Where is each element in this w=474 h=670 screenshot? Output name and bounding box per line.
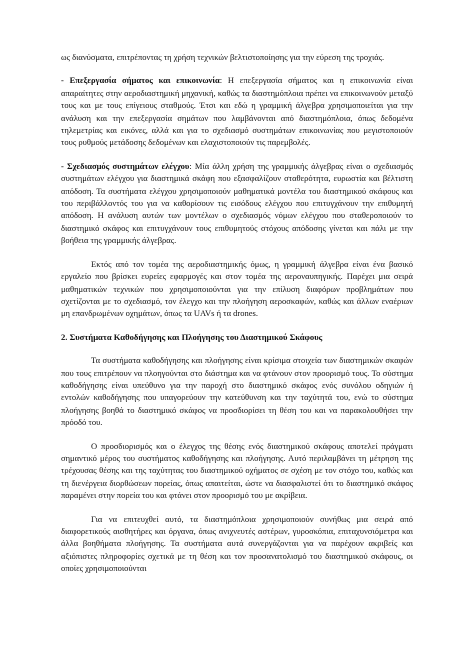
paragraph-guidance-navigation — [61, 354, 413, 428]
section-heading — [61, 331, 413, 343]
paragraph-continuation — [61, 51, 413, 63]
paragraph-text: Για να επιτευχθεί αυτό, τα διαστημόπλοια χρησιμοποιούν συνήθως μια σειρά από διαφορετικούς αισθητήρες και όργανα, όπως ανιχνευτές αστέρων, γυροσκόπια, επιταχυνσιόμετρα και άλλα βοηθήματα πλοήγησης. Τα συστήματα αυτά συνεργάζονται για να παρέχουν ακριβείς και αξιόπιστες πληροφορίες σχετικά με τη θέση και τον προσανατολισμό του διαστημικού σκάφους, οι οποίες χρησιμοποιούνται — [61, 513, 413, 574]
paragraph-lead-term: - Επεξεργασία σήματος και επικοινωνία — [61, 75, 220, 86]
paragraph-text: Τα συστήματα καθοδήγησης και πλοήγησης είναι κρίσιμα στοιχεία των διαστημικών σκαφών που τους επιτρέπουν να πλοηγούνται στο διάστημα και να φτάνουν στον προορισμό τους. Το σύστημα καθοδήγησης είναι υπεύθυνο για την παροχή στο διαστημικό σκάφος ενός συνόλου οδηγιών ή εντολών καθοδήγησης που υπαγορεύουν την κατεύθυνση και την ταχύτητά του, ενώ το σύστημα πλοήγησης βοηθά το διαστημικό σκάφος να προσδιορίσει τη θέση του και να παρακολουθήσει την πρόοδό του. — [61, 355, 413, 428]
document-body — [61, 51, 413, 586]
paragraph-sensors — [61, 513, 413, 575]
paragraph-text: Ο προσδιορισμός και ο έλεγχος της θέσης ενός διαστημικού σκάφους αποτελεί πράγματι σημαντικό μέρος του συστήματος καθοδήγησης και πλοήγησης. Αυτό περιλαμβάνει τη μέτρηση της τρέχουσας θέσης και της ταχύτητας του διαστημικού οχήματος σε σχέση με τον στόχο του, καθώς και τη διενέργεια διορθώσεων πορείας, όπως απαιτείται, ώστε να διασφαλιστεί ότι το διαστημικό σκάφος παραμένει στην πορεία του και φτάνει στον προορισμό του με ακρίβεια. — [61, 440, 413, 501]
paragraph-aeronautics — [61, 258, 413, 320]
paragraph-text: : Μία άλλη χρήση της γραμμικής άλγεβρας είναι ο σχεδιασμός συστημάτων ελέγχου για διαστημικά σκάφη που εξασφαλίζουν σταθερότητα, ευρωστία και βέλτιστη απόδοση. Τα συστήματα ελέγχου χρησιμοποιούν μαθηματικά μοντέλα του διαστημικού σκάφους και του περιβάλλοντός του για να καθορίσουν τις εισόδους ελέγχου που επιτυγχάνουν την επιθυμητή απόδοση. Η ανάλυση αυτών των μοντέλων ο σχεδιασμός νόμων ελέγχου που σταθεροποιούν το διαστημικό σκάφος και επιτυγχάνουν τους επιθυμητούς στόχους απόδοσης γίνεται και πάλι με την βοήθεια της γραμμικής άλγεβρας. — [61, 160, 413, 246]
paragraph-position-control — [61, 440, 413, 502]
paragraph-lead-term: - Σχεδιασμός συστημάτων ελέγχου — [61, 160, 190, 171]
paragraph-control-design — [61, 160, 413, 247]
paragraph-text: Εκτός από τον τομέα της αεροδιαστημικής όμως, η γραμμική άλγεβρα είναι ένα βασικό εργαλείο που βρίσκει ευρείες εφαρμογές και στον τομέα της αεροναυπηγικής. Παρέχει μια σειρά μαθηματικών τεχνικών που χρησιμοποιούνται για την επίλυση διαφόρων προβλημάτων που σχετίζονται με το σχεδιασμό, τον έλεγχο και την πλοήγηση αεροσκαφών, καθώς και άλλων εναέριων μη επανδρωμένων οχημάτων, όπως τα UAVs ή τα drones. — [61, 258, 413, 319]
paragraph-text: : Η επεξεργασία σήματος και η επικοινωνία είναι απαραίτητες στην αεροδιαστημική μηχανική, καθώς τα διαστημόπλοια πρέπει να επικοινωνούν μεταξύ τους και με τους επίγειους σταθμούς. Έτσι και εδώ η γραμμική άλγεβρα χρησιμοποιείται για την ανάλυση και την επεξεργασία σημάτων που λαμβάνονται από διαστημόπλοια, όπως δεδομένα τηλεμετρίας και εικόνες, αλλά και για το σχεδιασμό συστημάτων επικοινωνίας που μεγιστοποιούν τους ρυθμούς μετάδοσης δεδομένων και ελαχιστοποιούν τις παρεμβολές. — [61, 75, 413, 148]
section-heading-text: 2. Συστήματα Καθοδήγησης και Πλοήγησης του Διαστημικού Σκάφους — [61, 331, 323, 342]
paragraph-text: ως διανύσματα, επιτρέποντας τη χρήση τεχνικών βελτιστοποίησης για την εύρεση της τροχιάς. — [61, 52, 385, 62]
paragraph-signal-processing — [61, 74, 413, 148]
